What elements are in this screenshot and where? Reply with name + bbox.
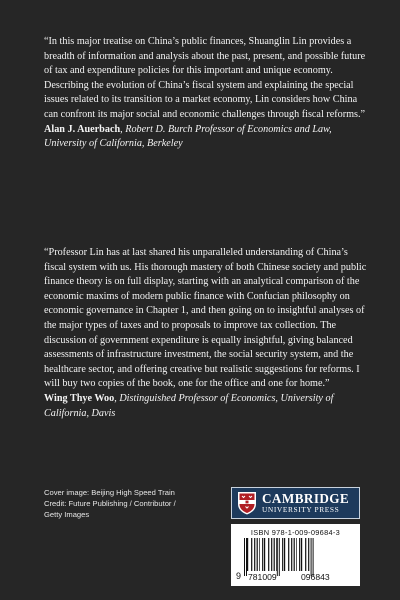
barcode-bar <box>274 538 275 571</box>
barcode-guard-bar <box>277 538 278 576</box>
attribution-separator: , <box>120 123 126 135</box>
barcode-digits-right: 096843 <box>301 572 330 581</box>
publisher-subname: UNIVERSITY PRESS <box>262 504 340 514</box>
barcode-bar <box>284 538 285 571</box>
barcode-guard-bar <box>246 538 247 576</box>
isbn-barcode <box>231 524 360 586</box>
cambridge-crest-icon <box>237 491 257 515</box>
credit-line: Credit: Future Publishing / Contributor / <box>44 499 176 508</box>
barcode-icon <box>243 538 355 581</box>
barcode-lead-digit: 9 <box>236 571 242 581</box>
endorsement-quote: “Professor Lin has at last shared his unparalleled understanding of China’s fiscal system with us. His thorough mastery of both Chinese society and public finance theory is on full display, starting with an analytical comparison of the economic maxims of modern public finance with Confucian philosophy on economic governance in Chapter 1, and then going on to insightful analyses of the major types of taxes and to proposals to improve tax collection. The discussion of government expenditure is equally insightful, giving balanced assessments of infrastructure investment, the social security system, and the healthcare sector, and offering creative but realistic suggestions for reforms. I will buy two copies of the book, one for the office and one for home.” <box>44 247 367 390</box>
barcode-bar <box>262 538 263 571</box>
endorsement-quote: “In this major treatise on China’s public finances, Shuanglin Lin provides a breadth of information and analysis about the past, present, and possible future of tax and expenditure policies for this important and unique economy. Describing the evolution of China’s fiscal system and explaining the special issues related to its transition to a market economy, Lin considers how China can confront its major social and economic challenges through fiscal reforms.” <box>44 36 366 120</box>
endorsement-attribution <box>44 392 369 421</box>
barcode-bar <box>294 538 295 571</box>
barcode-bar <box>276 538 277 571</box>
barcode-bar <box>247 538 248 571</box>
credit-line: Cover image: Beijing High Speed Train <box>44 488 175 497</box>
barcode-bar <box>259 538 260 571</box>
publisher-name: CAMBRIDGE <box>262 490 350 506</box>
barcode-bar <box>251 538 252 571</box>
barcode-bar <box>271 538 272 571</box>
endorser-name: Wing Thye Woo <box>44 392 115 404</box>
barcode-bar <box>268 538 269 571</box>
cover-image-credit <box>44 487 204 520</box>
barcode-guard-bar <box>279 538 280 576</box>
credit-line: Getty Images <box>44 510 90 519</box>
barcode-bar <box>254 538 255 571</box>
barcode-bar <box>288 538 289 571</box>
barcode-digits-left: 781009 <box>248 572 277 581</box>
barcode-bar <box>257 538 258 571</box>
barcode-guard-bar <box>313 538 314 576</box>
barcode-bar <box>296 538 297 571</box>
endorser-title: Distinguished Professor of Economics, University of California, Davis <box>44 392 334 419</box>
attribution-separator: , <box>114 392 120 404</box>
endorsement-woo <box>44 246 369 421</box>
barcode-guard-bar <box>311 538 312 576</box>
endorsement-attribution <box>44 123 369 152</box>
publisher-logo <box>231 487 360 519</box>
barcode-bar <box>299 538 300 571</box>
endorser-name: Alan J. Auerbach <box>44 123 121 135</box>
barcode-bar <box>264 538 265 571</box>
barcode-bar <box>308 538 309 571</box>
barcode-bar <box>282 538 283 571</box>
barcode-bar <box>301 538 302 571</box>
barcode-guard-bar <box>244 538 245 576</box>
barcode-bar <box>305 538 306 571</box>
isbn-text: ISBN 978-1-009-09684-3 <box>250 528 341 537</box>
endorsement-auerbach <box>44 35 369 152</box>
barcode-bar <box>291 538 292 571</box>
endorser-title: Robert D. Burch Professor of Economics and Law, University of California, Berkeley <box>44 123 332 150</box>
